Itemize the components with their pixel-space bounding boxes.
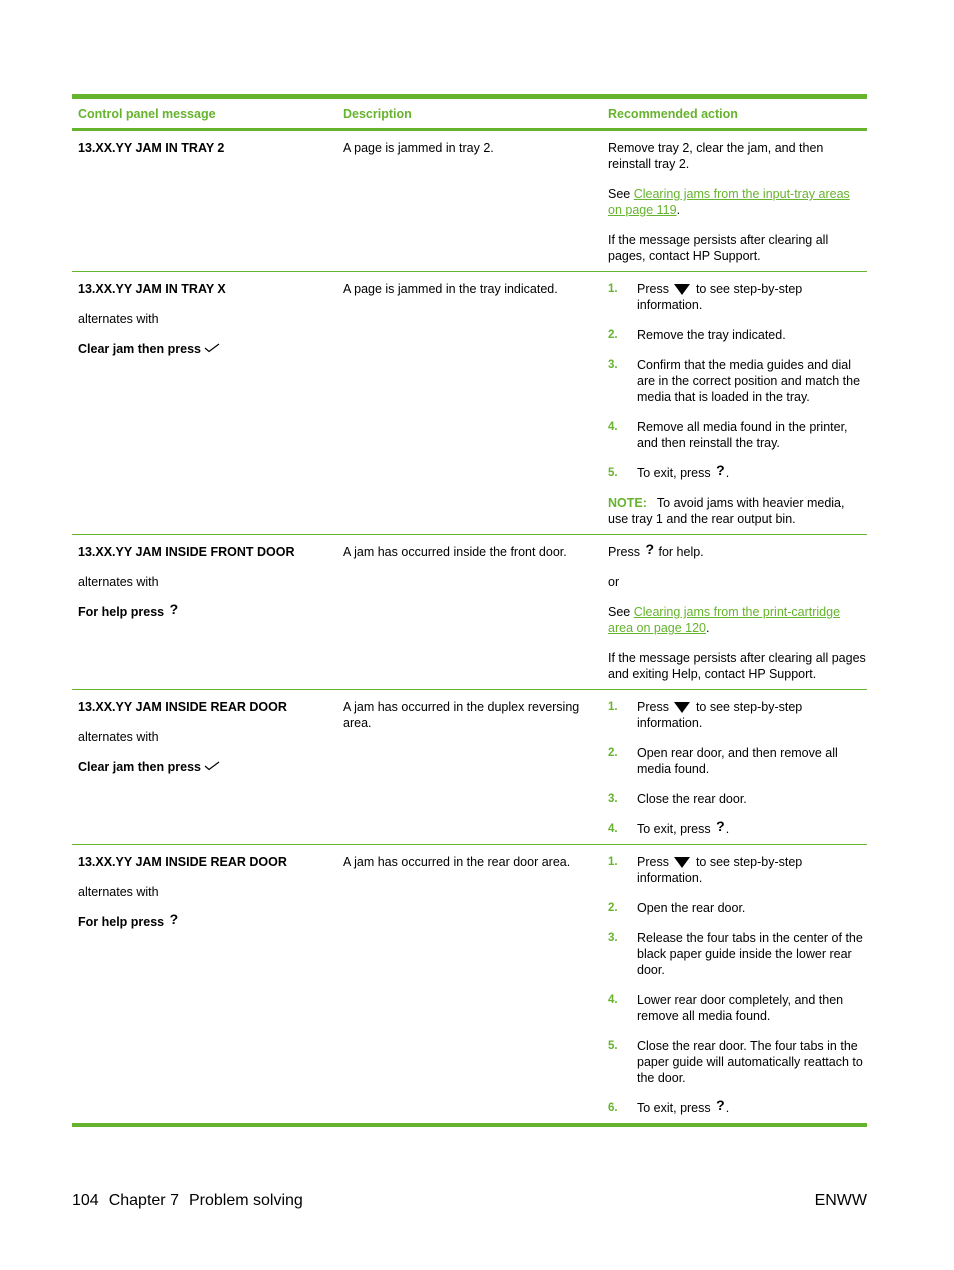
list-item bbox=[608, 699, 867, 731]
action-text: If the message persists after clearing all pages and exiting Help, contact HP Support. bbox=[608, 651, 866, 681]
message-table bbox=[72, 94, 867, 1127]
step-number: 1. bbox=[608, 701, 618, 713]
help-icon: ? bbox=[645, 541, 654, 557]
see-label: See bbox=[608, 605, 634, 619]
table-row bbox=[72, 690, 867, 845]
clearing-jams-input-tray-link[interactable]: Clearing jams from the input-tray areas on page 119 bbox=[608, 187, 850, 217]
step-text: Release the four tabs in the center of the black paper guide inside the lower rear door. bbox=[637, 931, 863, 977]
step-text: Press bbox=[637, 855, 669, 869]
header-control-panel-message: Control panel message bbox=[78, 106, 216, 121]
step-text: to see step-by-step information. bbox=[637, 855, 803, 885]
step-number: 1. bbox=[608, 856, 618, 868]
control-panel-message: 13.XX.YY JAM IN TRAY 2 bbox=[78, 141, 225, 155]
help-icon: ? bbox=[716, 462, 725, 478]
description-text: A jam has occurred in the rear door area. bbox=[343, 855, 571, 869]
action-see-reference bbox=[608, 604, 867, 636]
table-row bbox=[72, 845, 867, 1127]
section-label: Problem solving bbox=[188, 1192, 303, 1209]
step-number: 4. bbox=[608, 994, 618, 1006]
alternates-text: alternates with bbox=[78, 575, 159, 589]
control-panel-message: 13.XX.YY JAM INSIDE FRONT DOOR bbox=[78, 545, 295, 559]
action-or-text: or bbox=[608, 575, 620, 589]
help-icon: ? bbox=[169, 601, 179, 617]
step-text: Press bbox=[637, 282, 669, 296]
alternate-message bbox=[78, 341, 337, 357]
step-number: 3. bbox=[608, 359, 618, 371]
step-text: Open the rear door. bbox=[637, 901, 746, 915]
press-label: Press bbox=[608, 545, 640, 559]
period: . bbox=[676, 203, 681, 217]
control-panel-message: 13.XX.YY JAM INSIDE REAR DOOR bbox=[78, 855, 287, 869]
description-text: A jam has occurred in the duplex reversing area. bbox=[343, 700, 580, 730]
checkmark-icon bbox=[204, 343, 220, 353]
control-panel-message: 13.XX.YY JAM INSIDE REAR DOOR bbox=[78, 700, 287, 714]
description-text: A page is jammed in the tray indicated. bbox=[343, 282, 558, 296]
checkmark-icon bbox=[204, 761, 220, 771]
list-item bbox=[608, 900, 867, 916]
step-number: 1. bbox=[608, 283, 618, 295]
step-number: 2. bbox=[608, 329, 618, 341]
list-item bbox=[608, 791, 867, 807]
list-item bbox=[608, 745, 867, 777]
list-item bbox=[608, 281, 867, 313]
list-item bbox=[608, 1097, 867, 1116]
step-text: To exit, press bbox=[637, 822, 711, 836]
alternates-text: alternates with bbox=[78, 312, 159, 326]
step-text: to see step-by-step information. bbox=[637, 282, 803, 312]
step-text: To exit, press bbox=[637, 466, 711, 480]
alternate-message-text: Clear jam then press bbox=[78, 760, 201, 774]
step-text: . bbox=[725, 466, 730, 480]
list-item bbox=[608, 327, 867, 343]
step-number: 6. bbox=[608, 1102, 618, 1114]
list-item bbox=[608, 357, 867, 405]
action-text: If the message persists after clearing all pages, contact HP Support. bbox=[608, 233, 829, 263]
header-recommended-action: Recommended action bbox=[608, 106, 738, 121]
step-text: Open rear door, and then remove all media found. bbox=[637, 746, 838, 776]
step-number: 2. bbox=[608, 747, 618, 759]
alternates-text: alternates with bbox=[78, 730, 159, 744]
footer-right: ENWW bbox=[814, 1192, 867, 1209]
list-item bbox=[608, 854, 867, 886]
alternate-message bbox=[78, 759, 337, 775]
list-item bbox=[608, 1038, 867, 1086]
chapter-label: Chapter 7 bbox=[108, 1192, 179, 1209]
down-arrow-icon bbox=[674, 284, 690, 295]
step-number: 3. bbox=[608, 932, 618, 944]
control-panel-message: 13.XX.YY JAM IN TRAY X bbox=[78, 282, 226, 296]
see-label: See bbox=[608, 187, 634, 201]
period: . bbox=[706, 621, 710, 635]
help-icon: ? bbox=[169, 911, 179, 927]
action-see-reference bbox=[608, 186, 867, 218]
step-number: 3. bbox=[608, 793, 618, 805]
action-text bbox=[608, 541, 867, 560]
table-row bbox=[72, 131, 867, 272]
note-label: NOTE: bbox=[608, 496, 647, 510]
step-number: 5. bbox=[608, 1040, 618, 1052]
list-item bbox=[608, 930, 867, 978]
step-text: Close the rear door. The four tabs in the paper guide will automatically reattach to the door. bbox=[637, 1039, 863, 1085]
alternate-message-text: Clear jam then press bbox=[78, 342, 201, 356]
step-number: 2. bbox=[608, 902, 618, 914]
step-text: Lower rear door completely, and then remove all media found. bbox=[637, 993, 844, 1023]
for-help-text: for help. bbox=[658, 545, 704, 559]
step-text: Press bbox=[637, 700, 669, 714]
step-number: 5. bbox=[608, 467, 618, 479]
page-number: 104 bbox=[72, 1192, 99, 1209]
alternate-message bbox=[78, 601, 337, 620]
step-text: to see step-by-step information. bbox=[637, 700, 803, 730]
alternate-message bbox=[78, 911, 337, 930]
alternates-text: alternates with bbox=[78, 885, 159, 899]
step-text: To exit, press bbox=[637, 1101, 711, 1115]
list-item bbox=[608, 818, 867, 837]
list-item bbox=[608, 419, 867, 451]
clearing-jams-print-cartridge-link[interactable]: Clearing jams from the print-cartridge area on page 120 bbox=[608, 605, 841, 635]
step-text: Remove all media found in the printer, and then reinstall the tray. bbox=[637, 420, 848, 450]
table-row bbox=[72, 272, 867, 535]
header-description: Description bbox=[343, 106, 412, 121]
step-text: . bbox=[725, 822, 730, 836]
down-arrow-icon bbox=[674, 857, 690, 868]
action-text: Remove tray 2, clear the jam, and then reinstall tray 2. bbox=[608, 141, 824, 171]
alternate-message-text: For help press bbox=[78, 915, 165, 929]
step-text: Close the rear door. bbox=[637, 792, 747, 806]
page-footer bbox=[72, 1192, 867, 1210]
step-text: Confirm that the media guides and dial are in the correct position and match the media that is loaded in the tray. bbox=[637, 358, 861, 404]
list-item bbox=[608, 462, 867, 481]
step-number: 4. bbox=[608, 823, 618, 835]
footer-left bbox=[72, 1192, 303, 1210]
alternate-message-text: For help press bbox=[78, 605, 165, 619]
table-row bbox=[72, 535, 867, 690]
list-item bbox=[608, 992, 867, 1024]
table-header bbox=[72, 99, 867, 131]
help-icon: ? bbox=[716, 1097, 725, 1113]
step-text: . bbox=[725, 1101, 730, 1115]
step-text: Remove the tray indicated. bbox=[637, 328, 786, 342]
note-text: To avoid jams with heavier media, use tray 1 and the rear output bin. bbox=[608, 496, 845, 526]
step-number: 4. bbox=[608, 421, 618, 433]
help-icon: ? bbox=[716, 818, 725, 834]
down-arrow-icon bbox=[674, 702, 690, 713]
description-text: A jam has occurred inside the front door. bbox=[343, 545, 567, 559]
description-text: A page is jammed in tray 2. bbox=[343, 141, 494, 155]
note bbox=[608, 495, 867, 527]
